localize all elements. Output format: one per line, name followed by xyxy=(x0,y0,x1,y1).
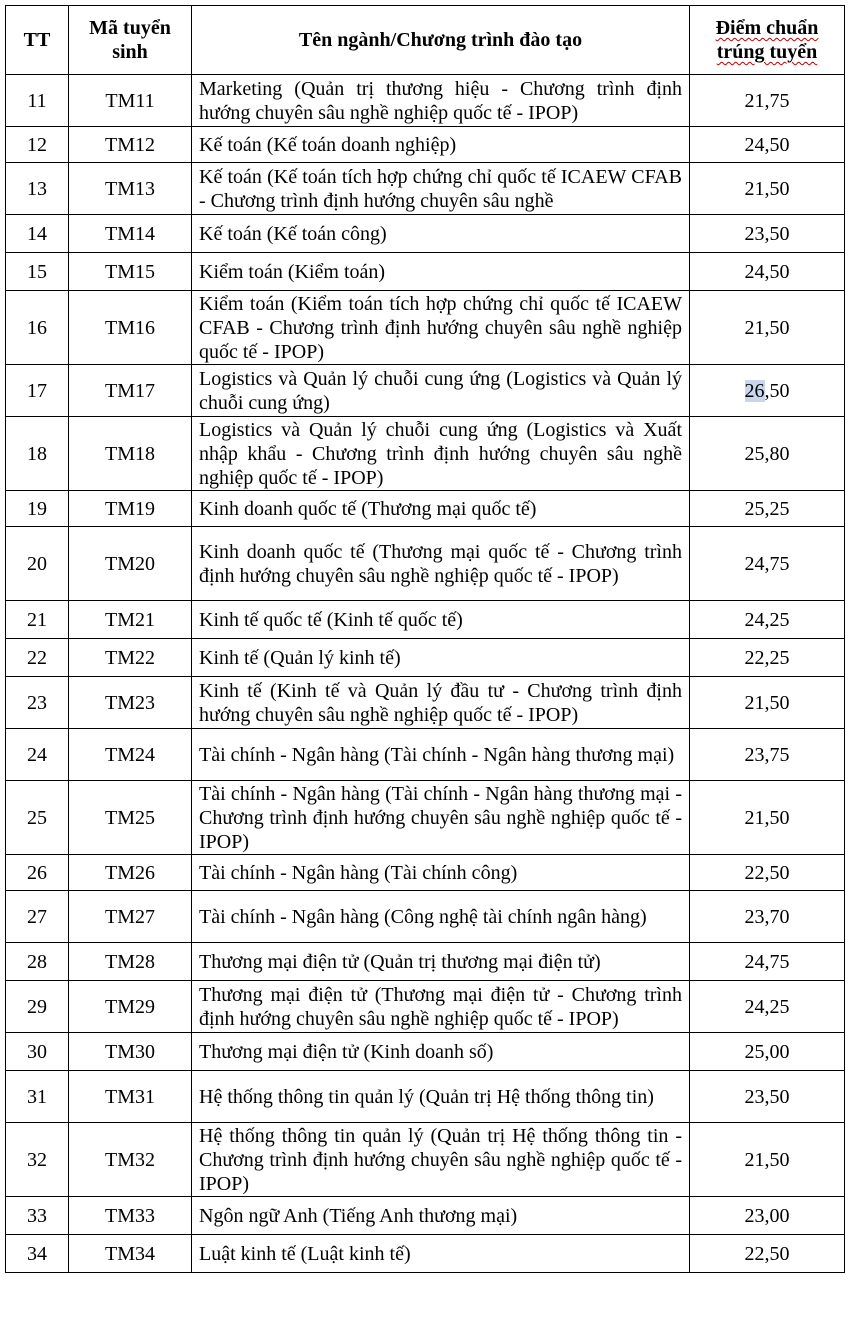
table-row xyxy=(6,729,845,781)
row-program-name: Hệ thống thông tin quản lý (Quản trị Hệ thống thông tin) xyxy=(192,1071,690,1123)
row-program-name: Thương mại điện tử (Thương mại điện tử - Chương trình định hướng chuyên sâu nghề nghiệp quốc tế - IPOP) xyxy=(192,981,690,1033)
table-row xyxy=(6,891,845,943)
row-score: 21,50 xyxy=(690,1123,845,1197)
table-row xyxy=(6,365,845,417)
row-tt: 15 xyxy=(6,253,69,291)
header-score-line2: trúng tuyển xyxy=(716,41,818,63)
row-tt: 26 xyxy=(6,855,69,891)
table-row xyxy=(6,601,845,639)
row-program-name: Logistics và Quản lý chuỗi cung ứng (Logistics và Quản lý chuỗi cung ứng) xyxy=(192,365,690,417)
row-tt: 24 xyxy=(6,729,69,781)
row-score: 21,50 xyxy=(690,677,845,729)
table-body xyxy=(6,75,845,1273)
row-code: TM25 xyxy=(69,781,192,855)
row-program-name: Logistics và Quản lý chuỗi cung ứng (Logistics và Xuất nhập khẩu - Chương trình định hướng chuyên sâu nghề nghiệp quốc tế - IPOP) xyxy=(192,417,690,491)
row-tt: 18 xyxy=(6,417,69,491)
row-tt: 27 xyxy=(6,891,69,943)
row-program-name: Kế toán (Kế toán công) xyxy=(192,215,690,253)
header-tt: TT xyxy=(6,6,69,75)
header-score-line1: Điểm chuẩn xyxy=(715,17,819,39)
row-score: 23,00 xyxy=(690,1197,845,1235)
table-row xyxy=(6,291,845,365)
row-score: 21,50 xyxy=(690,781,845,855)
row-program-name: Tài chính - Ngân hàng (Công nghệ tài chính ngân hàng) xyxy=(192,891,690,943)
row-code: TM24 xyxy=(69,729,192,781)
table-row xyxy=(6,127,845,163)
row-tt: 28 xyxy=(6,943,69,981)
row-tt: 17 xyxy=(6,365,69,417)
table-row xyxy=(6,855,845,891)
row-score: 23,50 xyxy=(690,1071,845,1123)
table-row xyxy=(6,943,845,981)
row-tt: 14 xyxy=(6,215,69,253)
header-program-name: Tên ngành/Chương trình đào tạo xyxy=(192,6,690,75)
row-code: TM26 xyxy=(69,855,192,891)
row-score: 23,70 xyxy=(690,891,845,943)
row-code: TM13 xyxy=(69,163,192,215)
row-score: 24,75 xyxy=(690,943,845,981)
row-code: TM18 xyxy=(69,417,192,491)
row-tt: 16 xyxy=(6,291,69,365)
row-program-name: Kinh doanh quốc tế (Thương mại quốc tế) xyxy=(192,491,690,527)
table-row xyxy=(6,75,845,127)
table-row xyxy=(6,253,845,291)
table-row xyxy=(6,1197,845,1235)
admission-score-table-container xyxy=(5,5,845,1273)
row-tt: 29 xyxy=(6,981,69,1033)
row-code: TM19 xyxy=(69,491,192,527)
row-tt: 23 xyxy=(6,677,69,729)
row-code: TM14 xyxy=(69,215,192,253)
row-code: TM28 xyxy=(69,943,192,981)
row-tt: 33 xyxy=(6,1197,69,1235)
table-row xyxy=(6,1123,845,1197)
row-tt: 21 xyxy=(6,601,69,639)
row-score: 22,50 xyxy=(690,1235,845,1273)
row-program-name: Tài chính - Ngân hàng (Tài chính công) xyxy=(192,855,690,891)
table-row xyxy=(6,527,845,601)
row-program-name: Luật kinh tế (Luật kinh tế) xyxy=(192,1235,690,1273)
table-row xyxy=(6,781,845,855)
table-row xyxy=(6,981,845,1033)
table-row xyxy=(6,491,845,527)
header-score xyxy=(690,6,845,75)
row-tt: 11 xyxy=(6,75,69,127)
row-code: TM16 xyxy=(69,291,192,365)
row-score: 22,50 xyxy=(690,855,845,891)
row-tt: 20 xyxy=(6,527,69,601)
row-code: TM11 xyxy=(69,75,192,127)
row-program-name: Thương mại điện tử (Quản trị thương mại điện tử) xyxy=(192,943,690,981)
row-score: 24,25 xyxy=(690,601,845,639)
row-code: TM33 xyxy=(69,1197,192,1235)
table-row xyxy=(6,1235,845,1273)
table-row xyxy=(6,163,845,215)
row-tt: 30 xyxy=(6,1033,69,1071)
row-program-name: Kiểm toán (Kiểm toán) xyxy=(192,253,690,291)
row-score: 21,50 xyxy=(690,291,845,365)
table-row xyxy=(6,215,845,253)
table-header-row xyxy=(6,6,845,75)
row-tt: 19 xyxy=(6,491,69,527)
row-score: 24,25 xyxy=(690,981,845,1033)
row-code: TM15 xyxy=(69,253,192,291)
row-score: 24,50 xyxy=(690,253,845,291)
row-score: 21,75 xyxy=(690,75,845,127)
row-score: 21,50 xyxy=(690,163,845,215)
row-code: TM30 xyxy=(69,1033,192,1071)
row-score: 24,75 xyxy=(690,527,845,601)
row-program-name: Tài chính - Ngân hàng (Tài chính - Ngân hàng thương mại) xyxy=(192,729,690,781)
row-program-name: Thương mại điện tử (Kinh doanh số) xyxy=(192,1033,690,1071)
row-code: TM21 xyxy=(69,601,192,639)
row-program-name: Tài chính - Ngân hàng (Tài chính - Ngân hàng thương mại - Chương trình định hướng chuyên sâu nghề nghiệp quốc tế - IPOP) xyxy=(192,781,690,855)
row-program-name: Kinh tế (Quản lý kinh tế) xyxy=(192,639,690,677)
row-code: TM34 xyxy=(69,1235,192,1273)
row-code: TM31 xyxy=(69,1071,192,1123)
header-code: Mã tuyển sinh xyxy=(69,6,192,75)
table-row xyxy=(6,639,845,677)
row-program-name: Kinh tế (Kinh tế và Quản lý đầu tư - Chương trình định hướng chuyên sâu nghề nghiệp quốc tế - IPOP) xyxy=(192,677,690,729)
row-score: 22,25 xyxy=(690,639,845,677)
row-program-name: Hệ thống thông tin quản lý (Quản trị Hệ thống thông tin - Chương trình định hướng chuyên sâu nghề nghiệp quốc tế - IPOP) xyxy=(192,1123,690,1197)
row-program-name: Marketing (Quản trị thương hiệu - Chương trình định hướng chuyên sâu nghề nghiệp quốc tế - IPOP) xyxy=(192,75,690,127)
row-tt: 12 xyxy=(6,127,69,163)
row-tt: 13 xyxy=(6,163,69,215)
row-program-name: Kế toán (Kế toán doanh nghiệp) xyxy=(192,127,690,163)
row-tt: 31 xyxy=(6,1071,69,1123)
admission-score-table xyxy=(5,5,845,1273)
row-score: 25,25 xyxy=(690,491,845,527)
row-code: TM32 xyxy=(69,1123,192,1197)
row-score: 25,80 xyxy=(690,417,845,491)
table-row xyxy=(6,677,845,729)
row-score: 25,00 xyxy=(690,1033,845,1071)
row-tt: 22 xyxy=(6,639,69,677)
row-code: TM27 xyxy=(69,891,192,943)
row-score: 23,50 xyxy=(690,215,845,253)
row-program-name: Ngôn ngữ Anh (Tiếng Anh thương mại) xyxy=(192,1197,690,1235)
row-program-name: Kinh tế quốc tế (Kinh tế quốc tế) xyxy=(192,601,690,639)
row-code: TM20 xyxy=(69,527,192,601)
row-tt: 32 xyxy=(6,1123,69,1197)
row-tt: 25 xyxy=(6,781,69,855)
row-code: TM23 xyxy=(69,677,192,729)
row-score: 26,50 xyxy=(690,365,845,417)
text-selection-highlight: 26 xyxy=(744,379,765,402)
table-row xyxy=(6,1033,845,1071)
row-code: TM22 xyxy=(69,639,192,677)
row-score: 23,75 xyxy=(690,729,845,781)
row-program-name: Kinh doanh quốc tế (Thương mại quốc tế - Chương trình định hướng chuyên sâu nghề nghiệp quốc tế - IPOP) xyxy=(192,527,690,601)
table-row xyxy=(6,1071,845,1123)
row-tt: 34 xyxy=(6,1235,69,1273)
row-program-name: Kế toán (Kế toán tích hợp chứng chỉ quốc tế ICAEW CFAB - Chương trình định hướng chuyên sâu nghề xyxy=(192,163,690,215)
row-code: TM17 xyxy=(69,365,192,417)
row-score: 24,50 xyxy=(690,127,845,163)
row-program-name: Kiểm toán (Kiểm toán tích hợp chứng chỉ quốc tế ICAEW CFAB - Chương trình định hướng chuyên sâu nghề nghiệp quốc tế - IPOP) xyxy=(192,291,690,365)
table-row xyxy=(6,417,845,491)
row-code: TM12 xyxy=(69,127,192,163)
row-code: TM29 xyxy=(69,981,192,1033)
